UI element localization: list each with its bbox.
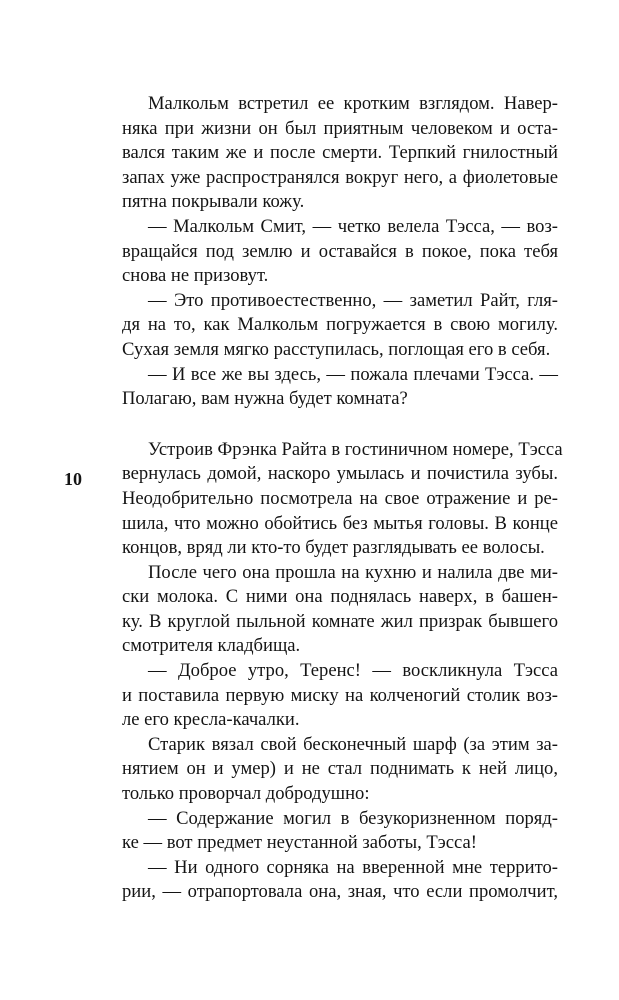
text-line: Неодобрительно посмотрела на свое отражение и ре- <box>122 487 558 509</box>
text-line: — Это противоестественно, — заметил Райт, гля- <box>148 289 558 311</box>
text-line: дя на то, как Малкольм погружается в свою могилу. <box>122 314 558 336</box>
text-line: только проворчал добродушно: <box>122 783 370 805</box>
body-text <box>122 92 563 905</box>
text-line: нятием он и умер) и не стал поднимать к ней лицо, <box>122 758 558 780</box>
text-line: — Содержание могил в безукоризненном поряд- <box>148 807 558 829</box>
text-line: Сухая земля мягко расступилась, поглощая его в себя. <box>122 338 551 360</box>
paragraph <box>122 733 558 807</box>
text-line: запах уже распространялся вокруг него, а фиолетовые <box>122 166 558 188</box>
text-line: После чего она прошла на кухню и налила две ми- <box>148 561 558 583</box>
text-line: концов, вряд ли кто-то будет разглядывать ее волосы. <box>122 537 545 559</box>
text-line: — Ни одного сорняка на вверенной мне террито- <box>148 856 558 878</box>
paragraph <box>122 289 558 363</box>
page-number: 10 <box>64 469 82 489</box>
text-line: вращайся под землю и оставайся в покое, пока тебя <box>122 240 558 262</box>
paragraph <box>122 438 563 561</box>
paragraph <box>122 215 558 289</box>
text-line: ле его кресла-качалки. <box>122 709 300 731</box>
text-line: смотрителя кладбища. <box>122 635 301 657</box>
text-line: Полагаю, вам нужна будет комната? <box>122 388 408 410</box>
text-line: вернулась домой, наскоро умылась и почистила зубы. <box>122 463 558 485</box>
paragraph <box>122 561 558 659</box>
text-line: — Доброе утро, Теренс! — воскликнула Тэсса <box>148 660 558 682</box>
text-line: — Малкольм Смит, — четко велела Тэсса, — воз- <box>148 215 558 237</box>
text-line: рии, — отрапортовала она, зная, что если промолчит, <box>122 881 558 903</box>
text-line: ке — вот предмет неустанной заботы, Тэсса! <box>122 832 477 854</box>
text-line: ку. В круглой пыльной комнате жил призрак бывшего <box>122 610 558 632</box>
text-line: Малкольм встретил ее кротким взглядом. Навер- <box>148 93 558 114</box>
paragraph <box>122 363 558 412</box>
paragraph <box>122 659 558 733</box>
section-break <box>122 412 558 438</box>
text-line: няка при жизни он был приятным человеком и оста- <box>122 117 558 139</box>
text-line: шила, что можно обойтись без мытья головы. В конце <box>122 512 558 534</box>
paragraph <box>122 807 558 856</box>
paragraph <box>122 92 558 215</box>
paragraph <box>122 856 558 905</box>
text-line: Устроив Фрэнка Райта в гостиничном номере, Тэсса <box>148 438 563 460</box>
text-line: вался таким же и после смерти. Терпкий гнилостный <box>122 142 558 164</box>
text-line: Старик вязал свой бесконечный шарф (за этим за- <box>148 733 558 755</box>
text-line: и поставила первую миску на колченогий столик воз- <box>122 684 558 706</box>
text-line: ски молока. С ними она поднялась наверх, в башен- <box>122 586 558 608</box>
text-line: снова не призовут. <box>122 265 269 287</box>
text-line: — И все же вы здесь, — пожала плечами Тэсса. — <box>148 363 558 385</box>
text-line: пятна покрывали кожу. <box>122 191 305 213</box>
